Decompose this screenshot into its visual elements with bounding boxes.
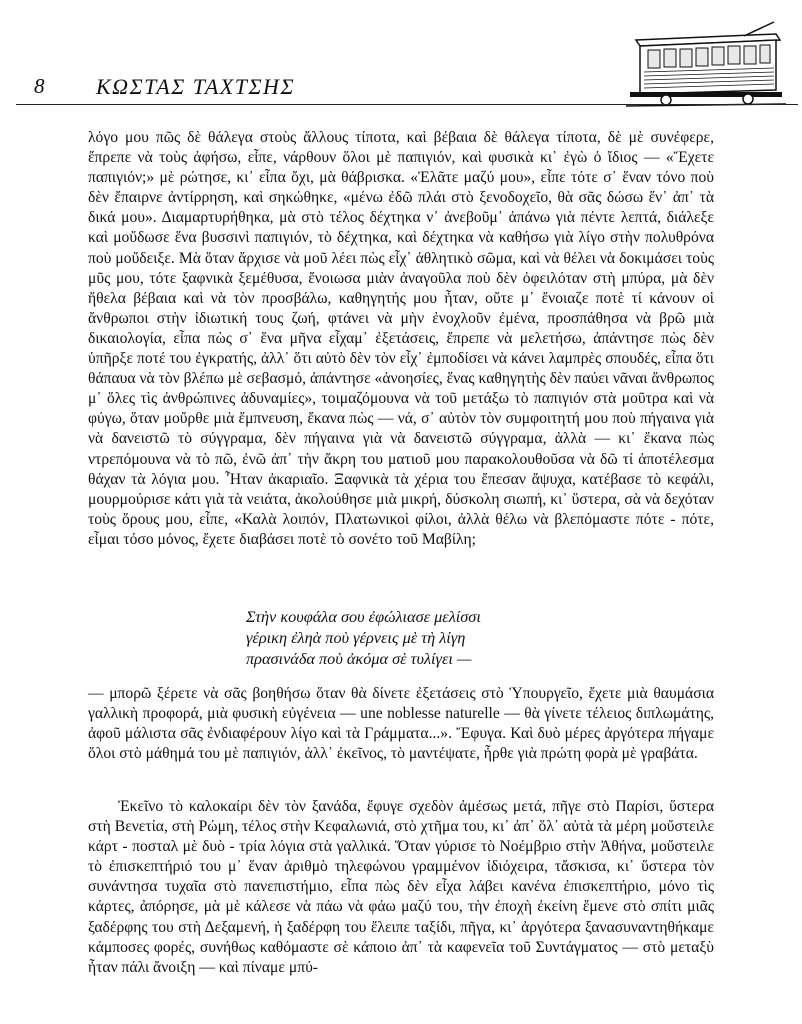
header-rule [16, 104, 798, 105]
body-paragraph-3 [88, 797, 714, 978]
page-header [0, 0, 802, 108]
poem-line: γέρικη ἐληὰ ποὺ γέρνεις μὲ τὴ λίγη [246, 628, 466, 647]
poem-quote [246, 606, 481, 669]
tram-car-icon [626, 18, 786, 108]
running-title: ΚΩΣΤΑΣ ΤΑΧΤΣΗΣ [96, 74, 296, 99]
body-paragraph-2 [88, 684, 714, 764]
paragraph-text: — μπορῶ ξέρετε νὰ σᾶς βοηθήσω ὅταν θὰ δίνετε ἐξετάσεις στὸ Ὑπουργεῖο, ἔχετε μιὰ θαυμάσια γαλλικὴ προφορά, μιὰ φυσικὴ εὐγένεια — une noblesse naturelle — θὰ γίνετε τέλειος διπλωμάτης, ἀφοῦ μάλιστα σᾶς ἐνδιαφέρουν λίγο καὶ τὰ Γράμματα...». Ἔφυγα. Καὶ δυὸ μέρες ἀργότερα πήγαμε ὅλοι στὸ μάθημά του μὲ παπιγιόν, ἀλλ᾿ ἐκεῖνος, τὸ μαντέψατε, ἦρθε γιὰ πρώτη φορὰ μὲ γραβάτα. [88, 685, 714, 763]
page-number: 8 [34, 74, 45, 98]
paragraph-text: Ἐκεῖνο τὸ καλοκαίρι δὲν τὸν ξανάδα, ἔφυγε σχεδὸν ἀμέσως μετά, πῆγε στὸ Παρίσι, ὕστερα στὴ Βενετία, στὴ Ρώμη, τέλος στὴν Κεφαλωνιά, στὸ χτῆμα του, κι᾿ ἀπ᾿ ὅλ᾿ αὐτὰ τὰ μέρη μοὔστειλε κάρτ - ποσταλ μὲ δυὸ - τρία λόγια στὰ γαλλικά. Ὅταν γύρισε τὸ Νοέμβριο στὴν Ἀθήνα, μοὔστειλε τὸ ἐπισκεπτήριό του μ᾿ ἕναν ἀριθμὸ τηλεφώνου γραμμένον ἰδιόχειρα, τἄσκισα, κι᾿ ὕστερα τὸν συνάντησα τυχαῖα στὸ πανεπιστήμιο, εἶπα πὼς δὲν εἶχα λάβει κανένα ἐπισκεπτήριο, μόνο τὶς κάρτες, ἀπόρησε, μὰ μὲ κάλεσε νὰ πάω νὰ φάω μαζύ του, τὴν ἐποχὴ ἐκείνη ἔμενε στὸ σπίτι μιᾶς ξαδέρφης του στὴ Δεξαμενή, ἡ ξαδέρφη του ἔλειπε ταξίδι, πῆγα, κι᾿ ἀργότερα ξανασυναντηθήκαμε κάμποσες φορές, συνήθως καθόμαστε σὲ κάποιο ἀπ᾿ τὰ καφενεῖα τοῦ Συντάγματος — στὸ μεταξὺ ἦταν πάλι ἄνοιξη — καὶ πίναμε μπύ- [88, 798, 714, 976]
body-paragraph-1 [88, 128, 714, 550]
poem-line: πρασινάδα ποὺ ἀκόμα σὲ τυλίγει — [246, 649, 472, 668]
poem-line: Στὴν κουφάλα σου ἐφώλιασε μελίσσι [246, 607, 481, 626]
paragraph-text: λόγο μου πῶς δὲ θάλεγα στοὺς ἄλλους τίποτα, καὶ βέβαια δὲ θάλεγα τίποτα, δὲ μὲ συνέφερε, ἔπρεπε νὰ τοὺς ἀφήσω, εἶπε, νάρθουν ὅλοι μὲ παπιγιόν, καὶ φυσικὰ κι᾿ ἐγὼ ὁ ἴδιος — «Ἔχετε παπιγιόν;» μὲ ρώτησε, κι᾿ εἶπα ὄχι, μὰ θάβρισκα. «Ἐλᾶτε μαζύ μου», εἶπε τότε σ᾿ ἕναν τόνο ποὺ δὲν ἔπαιρνε ἀντίρρηση, καὶ σηκώθηκε, «μένω ἐδῶ πλάι στὸ ξενοδοχεῖο, θὰ σᾶς δώσω ἕν᾿ ἀπ᾿ τὰ δικά μου». Διαμαρτυρήθηκα, μὰ στὸ τέλος δέχτηκα ν᾿ ἀνεβοῦμ᾿ ἀπάνω γιὰ πέντε λεπτά, διάλεξε καὶ μοὔδωσε ἕνα βυσσινὶ παπιγιόν, τὸ δέχτηκα, καὶ δέχτηκα νὰ καθήσω γιὰ λίγο στὴν πολυθρόνα ποὺ μοὔδειξε. Μὰ ὅταν ἄρχισε νὰ μοῦ λέει πὼς εἶχ᾿ ἀθλητικὸ σῶμα, καὶ νὰ θέλει νὰ δοκιμάσει τοὺς μῦς μου, τότε ξαφνικὰ ξεμέθυσα, ἔνοιωσα μιὰν ἀναγοῦλα ποὺ δὲν ὀφειλόταν στὴ μπύρα, μὰ δὲν ἤθελα βέβαια καὶ νὰ τὸν προσβάλω, καθηγητής μου ἦταν, οὔτε μ᾿ ἔνοιαζε ποτὲ τί κάνουν οἱ ἄνθρωποι στὴν ἰδιωτική τους ζωή, φτάνει νὰ μὴν ἐνοχλοῦν ἐμένα, προσπάθησα νὰ βρῶ μιὰ δικαιολογία, εἶπα πὼς σ᾿ ἕνα μῆνα εἶχαμ᾿ ἐξετάσεις, ἔπρεπε νὰ μελετήσω, ἀπάντησε πὼς δὲν ὑπῆρξε ποτέ του ἐγκρατής, ἀλλ᾿ ὅτι αὐτὸ δὲν τὸν εἶχ᾿ ἐμποδίσει νὰ κάνει λαμπρὲς σπουδές, εἶπα ὅτι θάπαυα νὰ τὸν βλέπω μὲ σεβασμό, ἀπάντησε «ἀνοησίες, ἕνας καθηγητὴς δὲν παύει νᾶναι ἄνθρωπος μ᾿ ὅλες τὶς ἀνθρώπινες ἀδυναμίες», τοιμαζόμουνα νὰ τοῦ μετάξω τὸ παπιγιόν στὰ μοῦτρα καὶ νὰ φύγω, ὅταν μοὔρθε μιὰ ἔμπνευση, ἔκανα πὼς — νά, σ᾿ αὐτὸν τὸν συμφοιτητή μου ποὺ πήγαινα γιὰ νὰ δανειστῶ τὸ σύγγραμα, δὲν πήγαινα γιὰ νὰ δανειστῶ σύγγραμα, ἀλλὰ — κι᾿ ἔκανα πὼς ντρεπόμουνα νὰ τὸ πῶ, ἐνῶ ἀπ᾿ τὴν ἄκρη του ματιοῦ μου παρακολουθοῦσα νὰ δῶ τί ἀποτέλεσμα θάχαν τὰ λόγια μου. Ἦταν ἀκαριαῖο. Ξαφνικὰ τὰ χέρια του ἔπεσαν ἄψυχα, κατέβασε τὸ κεφάλι, μουρμούρισε κάτι γιὰ τὰ νειάτα, ἀκολούθησε μιὰ μικρή, δύσκολη σιωπή, κι᾿ ὕστερα, σὰ νὰ δεχόταν τοὺς ὅρους μου, εἶπε, «Καλὰ λοιπόν, Πλατωνικοὶ φίλοι, ἀλλὰ θέλω νὰ βλεπόμαστε πότε - πότε, εἶμαι τόσο μόνος, ἔχετε διαβάσει ποτὲ τὸ σονέτο τοῦ Μαβίλη; [88, 129, 714, 548]
